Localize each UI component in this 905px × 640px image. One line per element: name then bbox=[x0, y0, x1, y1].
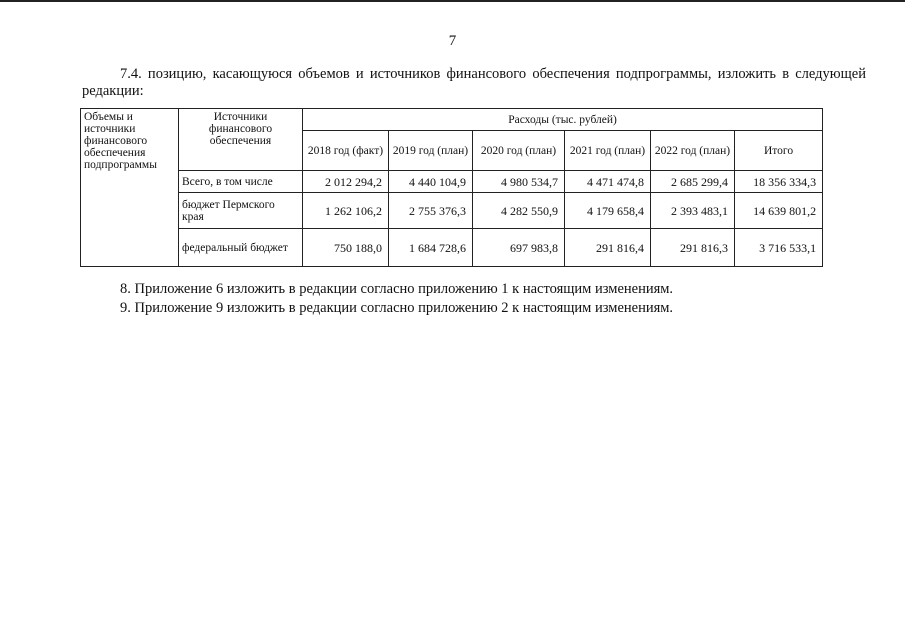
top-border-line bbox=[0, 0, 905, 2]
year-header-2022: 2022 год (план) bbox=[651, 131, 735, 171]
table-cell: 2 393 483,1 bbox=[651, 193, 735, 229]
sources-header-cell: Источники финансового обеспечения bbox=[179, 109, 303, 171]
table-cell: 291 816,4 bbox=[565, 229, 651, 267]
table-cell: 291 816,3 bbox=[651, 229, 735, 267]
table-cell: 750 188,0 bbox=[303, 229, 389, 267]
table-cell: 4 440 104,9 bbox=[389, 171, 473, 193]
table-cell: 4 980 534,7 bbox=[473, 171, 565, 193]
year-header-2021: 2021 год (план) bbox=[565, 131, 651, 171]
row-source-label: Всего, в том числе bbox=[179, 171, 303, 193]
table-cell: 2 755 376,3 bbox=[389, 193, 473, 229]
row-source-label: федеральный бюджет bbox=[179, 229, 303, 267]
table-cell: 4 471 474,8 bbox=[565, 171, 651, 193]
table-cell: 4 282 550,9 bbox=[473, 193, 565, 229]
row-source-label: бюджет Пермского края bbox=[179, 193, 303, 229]
table-cell: 4 179 658,4 bbox=[565, 193, 651, 229]
table-cell: 1 262 106,2 bbox=[303, 193, 389, 229]
table-cell: 14 639 801,2 bbox=[735, 193, 823, 229]
volumes-header-cell: Объемы и источники финансового обеспечения подпрограммы bbox=[81, 109, 179, 267]
table-cell: 2 012 294,2 bbox=[303, 171, 389, 193]
table-row bbox=[81, 229, 823, 267]
paragraph-9: 9. Приложение 9 изложить в редакции согласно приложению 2 к настоящим изменениям. bbox=[120, 300, 674, 316]
table-cell: 3 716 533,1 bbox=[735, 229, 823, 267]
total-header: Итого bbox=[735, 131, 823, 171]
table-row bbox=[81, 171, 823, 193]
table-cell: 1 684 728,6 bbox=[389, 229, 473, 267]
expenses-header-cell: Расходы (тыс. рублей) bbox=[303, 109, 823, 131]
table-cell: 697 983,8 bbox=[473, 229, 565, 267]
year-header-2020: 2020 год (план) bbox=[473, 131, 565, 171]
paragraph-7-4: 7.4. позицию, касающуюся объемов и источников финансового обеспечения подпрограммы, изложить в следующей редакции: bbox=[82, 66, 866, 99]
page-number: 7 bbox=[448, 33, 457, 49]
table-row bbox=[81, 193, 823, 229]
year-header-2019: 2019 год (план) bbox=[389, 131, 473, 171]
year-header-2018: 2018 год (факт) bbox=[303, 131, 389, 171]
financing-table bbox=[80, 108, 823, 267]
table-cell: 18 356 334,3 bbox=[735, 171, 823, 193]
paragraph-8: 8. Приложение 6 изложить в редакции согласно приложению 1 к настоящим изменениям. bbox=[120, 281, 674, 297]
table-cell: 2 685 299,4 bbox=[651, 171, 735, 193]
